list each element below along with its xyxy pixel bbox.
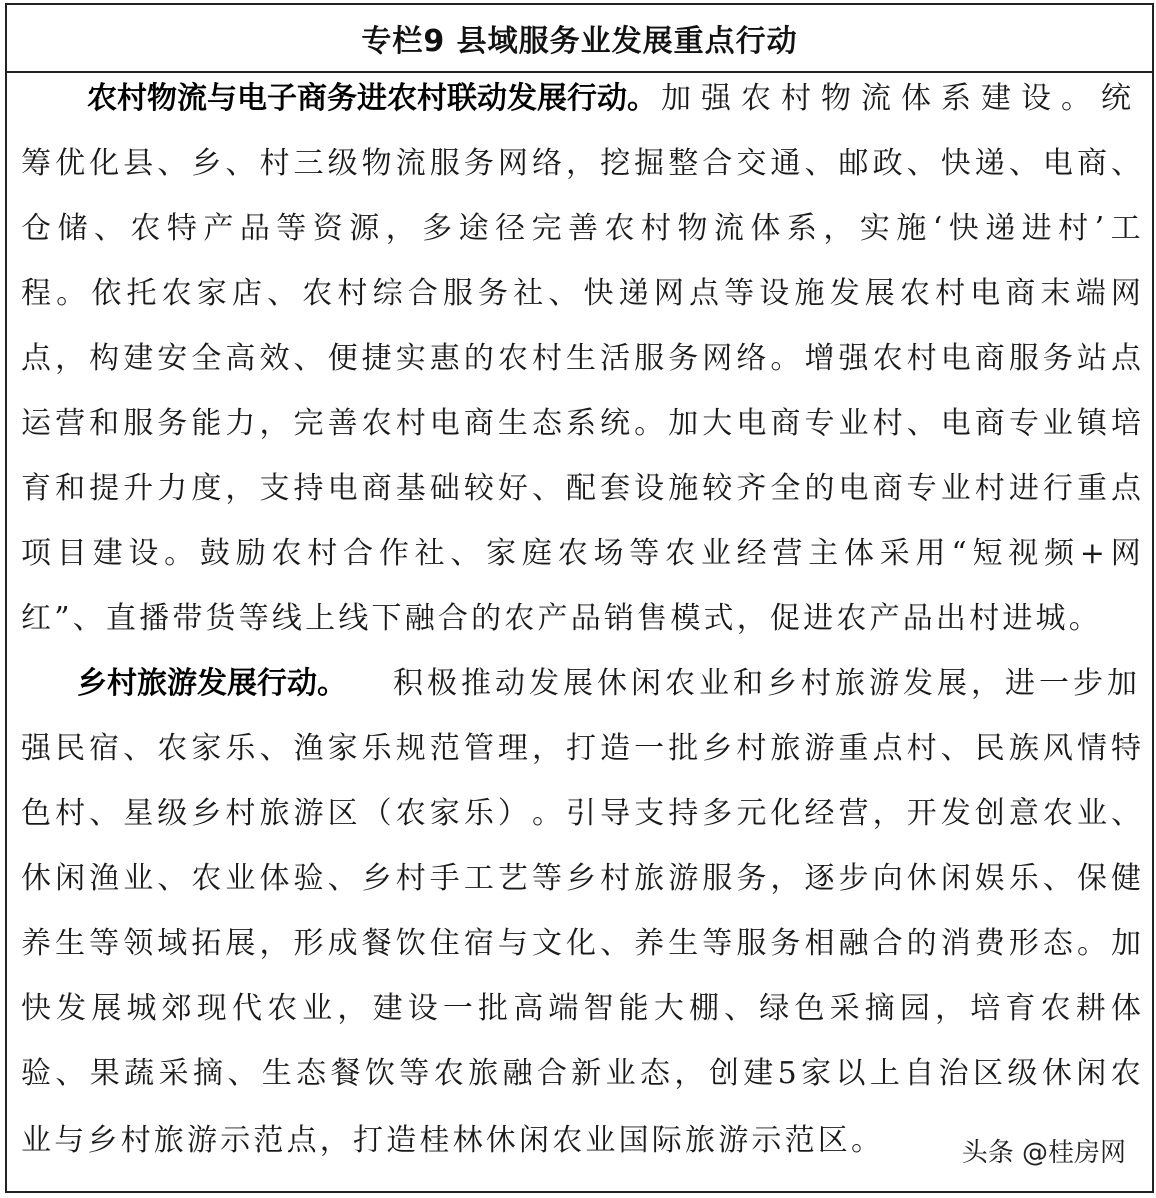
paragraph-line: 仓 储 、 农 特 产 品 等 资 源 ， 多 途 径 完 善 农 村 物 流 体 系 ， 实 施 ‘ 快 递 进 村 ’ 工 xyxy=(21,211,1141,246)
paragraph-text: 积极推动发展休闲农业和乡村旅游发展，进一步加 xyxy=(393,666,1141,701)
paragraph-line: 色 村 、 星 级 乡 村 旅 游 区 （ 农 家 乐 ） 。 引 导 支 持 多 元 化 经 营 ， 开 发 创 意 农 业 、 xyxy=(21,796,1141,831)
paragraph-line: 养 生 等 领 域 拓 展 ， 形 成 餐 饮 住 宿 与 文 化 、 养 生 等 服 务 相 融 合 的 消 费 形 态 。 加 xyxy=(21,926,1141,961)
table-header xyxy=(7,5,1152,73)
paragraph-line: 筹 优 化 县 、 乡 、 村 三 级 物 流 服 务 网 络 ， 挖 掘 整 合 交 通 、 邮 政 、 快 递 、 电 商 、 xyxy=(21,146,1141,181)
section-heading: 乡村旅游发展行动。 xyxy=(77,666,347,701)
paragraph-line: 点 ， 构 建 安 全 高 效 、 便 捷 实 惠 的 农 村 生 活 服 务 网 络 。 增 强 农 村 电 商 服 务 站 点 xyxy=(21,341,1141,376)
paragraph-text: 加强农村物流体系建设。统 xyxy=(661,81,1141,116)
section-2-first-line xyxy=(77,664,1141,704)
paragraph-line: 验 、 果 蔬 采 摘 、 生 态 餐 饮 等 农 旅 融 合 新 业 态 ， 创 建 5 家 以 上 自 治 区 级 休 闲 农 xyxy=(21,1056,1141,1091)
paragraph-line: 快 发 展 城 郊 现 代 农 业 ， 建 设 一 批 高 端 智 能 大 棚 、 绿 色 采 摘 园 ， 培 育 农 耕 体 xyxy=(21,991,1141,1026)
paragraph-line: 业与乡村旅游示范点，打造桂林休闲农业国际旅游示范区。 xyxy=(21,1123,885,1158)
feature-box-table xyxy=(5,3,1154,1193)
watermark: 头条 @桂房网 xyxy=(961,1138,1126,1168)
paragraph-line: 强 民 宿 、 农 家 乐 、 渔 家 乐 规 范 管 理 ， 打 造 一 批 乡 村 旅 游 重 点 村 、 民 族 风 情 特 xyxy=(21,731,1141,766)
section-heading: 农村物流与电子商务进农村联动发展行动。 xyxy=(87,81,657,116)
paragraph-line: 休 闲 渔 业 、 农 业 体 验 、 乡 村 手 工 艺 等 乡 村 旅 游 服 务 ， 逐 步 向 休 闲 娱 乐 、 保 健 xyxy=(21,861,1141,896)
page-title: 专栏9 县域服务业发展重点行动 xyxy=(361,24,798,59)
paragraph-line: 运 营 和 服 务 能 力 ， 完 善 农 村 电 商 生 态 系 统 。 加 大 电 商 专 业 村 、 电 商 专 业 镇 培 xyxy=(21,406,1141,441)
section-1-first-line xyxy=(87,79,1141,119)
paragraph-line: 育 和 提 升 力 度 ， 支 持 电 商 基 础 较 好 、 配 套 设 施 较 齐 全 的 电 商 专 业 村 进 行 重 点 xyxy=(21,471,1141,506)
paragraph-line: 项 目 建 设 。 鼓 励 农 村 合 作 社 、 家 庭 农 场 等 农 业 经 营 主 体 采 用 “ 短 视 频 + 网 xyxy=(21,536,1141,571)
paragraph-line: 红”、直播带货等线上线下融合的农产品销售模式，促进农产品出村进城。 xyxy=(21,601,1102,636)
paragraph-line: 程 。 依 托 农 家 店 、 农 村 综 合 服 务 社 、 快 递 网 点 等 设 施 发 展 农 村 电 商 末 端 网 xyxy=(21,276,1141,311)
